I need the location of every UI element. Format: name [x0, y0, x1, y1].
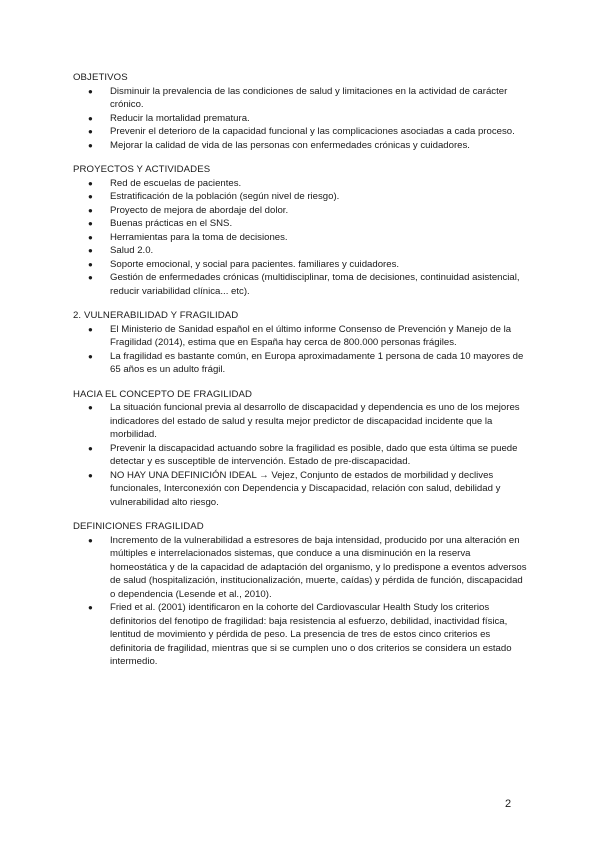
list-item — [73, 601, 528, 669]
bullet-icon: ● — [88, 86, 93, 96]
list-item — [73, 401, 528, 442]
bullet-icon: ● — [88, 113, 93, 123]
page-number: 2 — [505, 798, 512, 810]
bullet-icon: ● — [88, 351, 93, 361]
bullet-icon: ● — [88, 246, 93, 255]
list-item-text: Prevenir la discapacidad actuando sobre la fragilidad es posible, dado que esta última se puede detectar y es susceptible de intervención. Estado de pre-discapacidad. — [110, 442, 518, 467]
list-item — [73, 139, 528, 153]
list-item — [73, 125, 528, 139]
bullet-icon: ● — [88, 127, 93, 136]
list-item-text: Proyecto de mejora de abordaje del dolor. — [110, 204, 289, 216]
list-item-text: Fried et al. (2001) identificaron en la cohorte del Cardiovascular Health Study los criterios definitorios del fenotipo de fragilidad: baja resistencia al esfuerzo, debilidad, inactividad física, lentitud de movimiento y pérdida de peso. La presencia de tres de estos cinco criterios es definitoria de fragilidad, mientras que si se cumplen uno o dos criterios se considera un estado intermedio. — [110, 602, 512, 667]
list-item-text: Buenas prácticas en el SNS. — [110, 218, 233, 229]
list-item — [73, 204, 528, 218]
bullet-icon: ● — [88, 324, 93, 334]
list-item-text: Prevenir el deterioro de la capacidad funcional y las complicaciones asociadas a cada proceso. — [110, 126, 515, 137]
bullet-icon: ● — [88, 535, 93, 545]
section — [73, 309, 528, 377]
section-heading: DEFINICIONES FRAGILIDAD — [73, 521, 204, 532]
list-item-text: La situación funcional previa al desarrollo de discapacidad y dependencia es uno de los mejores indicadores del estado de salud y resulta mejor predictor de discapacidad incidente que la morbilidad. — [110, 402, 520, 440]
bullet-icon: ● — [88, 178, 93, 188]
section — [73, 163, 528, 298]
bullet-icon: ● — [88, 259, 93, 269]
list-item-text: Herramientas para la toma de decisiones. — [110, 231, 288, 243]
list-item — [73, 85, 528, 112]
bullet-icon: ● — [88, 192, 93, 201]
list-item-text: La fragilidad es bastante común, en Europa aproximadamente 1 persona de cada 10 mayores de 65 años es un adulto frágil. — [110, 350, 524, 375]
list-item — [73, 350, 528, 377]
list-item-text: Incremento de la vulnerabilidad a estresores de baja intensidad, producido por una alteración en múltiples e interrelacionados sistemas, que conduce a una disminución en la reserva homeostática y de la capacidad de adaptación del organismo, y lo predispone a eventos adversos de salud (hospitalización, institucionalización, muerte, caídas) y pérdida de función, discapacidad o dependencia (Lesende et al., 2010). — [110, 534, 527, 600]
section — [73, 520, 528, 669]
bullet-icon: ● — [88, 140, 93, 150]
bullet-icon: ● — [88, 603, 93, 612]
bullet-icon: ● — [88, 205, 93, 215]
list-item — [73, 271, 528, 298]
list-item — [73, 190, 528, 204]
list-item-text: Red de escuelas de pacientes. — [110, 177, 242, 189]
bullet-icon: ● — [88, 470, 93, 480]
section-heading: 2. VULNERABILIDAD Y FRAGILIDAD — [73, 310, 239, 321]
list-item-text: Salud 2.0. — [110, 245, 154, 256]
list-item-text: Estratificación de la población (según nivel de riesgo). — [110, 191, 340, 202]
bullet-icon: ● — [88, 403, 93, 412]
section — [73, 388, 528, 510]
list-item — [73, 534, 528, 602]
bullet-list — [73, 85, 528, 153]
list-item — [73, 469, 528, 510]
list-item-text: Reducir la mortalidad prematura. — [110, 112, 250, 124]
list-item — [73, 217, 528, 231]
list-item — [73, 112, 528, 126]
list-item-text: Soporte emocional, y social para pacientes. familiares y cuidadores. — [110, 258, 400, 270]
list-item — [73, 258, 528, 272]
list-item — [73, 177, 528, 191]
section-heading: PROYECTOS Y ACTIVIDADES — [73, 164, 211, 175]
bullet-icon: ● — [88, 219, 93, 228]
section-heading: OBJETIVOS — [73, 72, 128, 83]
list-item-text: Gestión de enfermedades crónicas (multidisciplinar, toma de decisiones, continuidad asistencial, reducir variabilidad clínica... etc). — [110, 272, 520, 297]
list-item-text: Mejorar la calidad de vida de las personas con enfermedades crónicas y cuidadores. — [110, 139, 470, 151]
bullet-list — [73, 323, 528, 377]
list-item — [73, 231, 528, 245]
bullet-list — [73, 534, 528, 669]
list-item-text: NO HAY UNA DEFINICIÓN IDEAL → Vejez, Conjunto de estados de morbilidad y declives funcionales, Interconexión con Dependencia y Discapacidad, relación con salud, debilidad y vulnerabilidad alto riesgo. — [110, 469, 501, 508]
list-item-text: Disminuir la prevalencia de las condiciones de salud y limitaciones en la actividad de carácter crónico. — [110, 85, 508, 110]
bullet-icon: ● — [88, 232, 93, 242]
bullet-list — [73, 177, 528, 299]
section — [73, 71, 528, 152]
bullet-icon: ● — [88, 273, 93, 282]
list-item — [73, 244, 528, 258]
list-item — [73, 323, 528, 350]
section-heading: HACIA EL CONCEPTO DE FRAGILIDAD — [73, 388, 253, 400]
document-body — [73, 71, 528, 680]
bullet-list — [73, 401, 528, 509]
bullet-icon: ● — [88, 443, 93, 453]
list-item — [73, 442, 528, 469]
list-item-text: El Ministerio de Sanidad español en el último informe Consenso de Prevención y Manejo de la Fragilidad (2014), estima que en España hay cerca de 800.000 personas frágiles. — [110, 323, 512, 348]
